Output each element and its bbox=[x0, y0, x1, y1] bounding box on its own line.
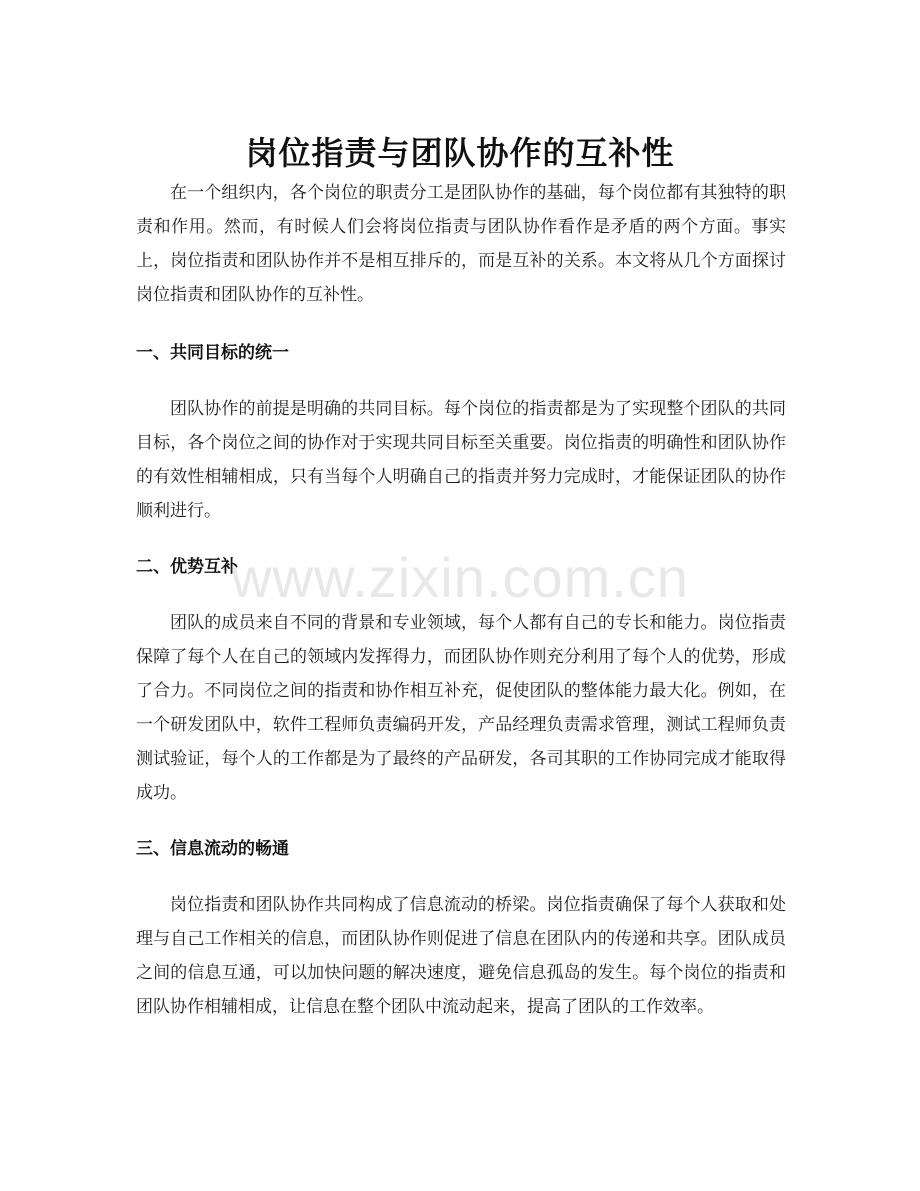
section-heading-3: 三、信息流动的畅通 bbox=[136, 839, 289, 859]
document-body bbox=[136, 176, 786, 1024]
section-body-1: 团队协作的前提是明确的共同目标。每个岗位的指责都是为了实现整个团队的共同目标，各个岗位之间的协作对于实现共同目标至关重要。岗位指责的明确性和团队协作的有效性相辅相成，只有当每个人明确自己的指责并努力完成时，才能保证团队的协作顺利进行。 bbox=[136, 399, 786, 521]
intro-paragraph: 在一个组织内，各个岗位的职责分工是团队协作的基础，每个岗位都有其独特的职责和作用。然而，有时候人们会将岗位指责与团队协作看作是矛盾的两个方面。事实上，岗位指责和团队协作并不是相互排斥的，而是互补的关系。本文将从几个方面探讨岗位指责和团队协作的互补性。 bbox=[136, 183, 786, 305]
document-title: 岗位指责与团队协作的互补性 bbox=[245, 134, 675, 173]
section-body-2: 团队的成员来自不同的背景和专业领域，每个人都有自己的专长和能力。岗位指责保障了每个人在自己的领域内发挥得力，而团队协作则充分利用了每个人的优势，形成了合力。不同岗位之间的指责和协作相互补充，促使团队的整体能力最大化。例如，在一个研发团队中，软件工程师负责编码开发，产品经理负责需求管理，测试工程师负责测试验证，每个人的工作都是为了最终的产品研发，各司其职的工作协同完成才能取得成功。 bbox=[136, 613, 786, 803]
watermark: www.zixin.com.cn bbox=[231, 546, 689, 609]
section-heading-1: 一、共同目标的统一 bbox=[136, 343, 289, 363]
section-body-3: 岗位指责和团队协作共同构成了信息流动的桥梁。岗位指责确保了每个人获取和处理与自己工作相关的信息，而团队协作则促进了信息在团队内的传递和共享。团队成员之间的信息互通，可以加快问题的解决速度，避免信息孤岛的发生。每个岗位的指责和团队协作相辅相成，让信息在整个团队中流动起来，提高了团队的工作效率。 bbox=[136, 895, 786, 1017]
section-heading-2: 二、优势互补 bbox=[136, 557, 238, 577]
